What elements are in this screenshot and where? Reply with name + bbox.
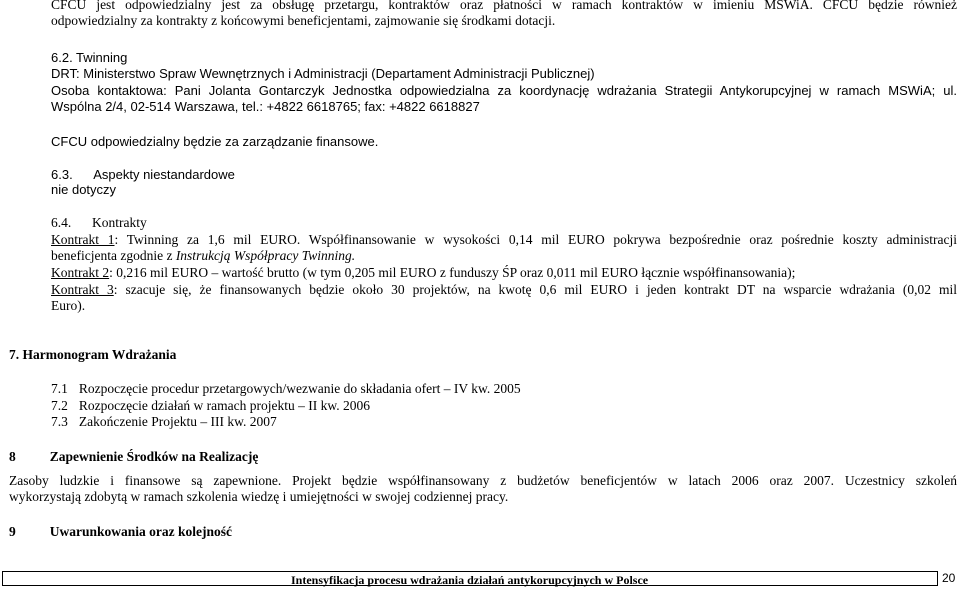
section-7-heading: 7. Harmonogram Wdrażania: [9, 347, 177, 362]
contract-3-line-2: Euro).: [51, 298, 86, 313]
section-8-title: Zapewnienie Środków na Realizację: [49, 449, 259, 464]
contract-1-text-a: : Twinning za 1,6 mil EURO.: [114, 232, 309, 247]
section-6-2-heading: 6.2. Twinning: [51, 50, 128, 65]
drt-line: DRT: Ministerstwo Spraw Wewnętrznych i Administracji (Departament Administracji Publicznej): [51, 66, 595, 81]
schedule-item-3: [51, 414, 277, 430]
contract-3-line-1: [51, 282, 957, 298]
contract-3-label: Kontrakt 3: [51, 282, 114, 297]
section-8-number: 8: [9, 449, 16, 464]
contract-1-text-c: beneficjenta zgodnie z: [51, 248, 176, 263]
contract-1-text-b: Współfinansowanie w wysokości 0,14 mil EURO pokrywa bezpośrednie oraz pośrednie koszty administracji: [308, 232, 957, 247]
contract-2-line: [51, 265, 795, 281]
section-6-3-number: 6.3.: [51, 167, 73, 182]
intro-line-2: odpowiedzialny za kontrakty z końcowymi beneficjentami, zajmowanie się środkami dotacji.: [51, 13, 556, 28]
section-6-3-heading: [51, 167, 235, 183]
section-6-4-number: 6.4.: [51, 215, 72, 230]
section-6-4-heading: [51, 215, 147, 231]
contract-1-line-1: [51, 232, 957, 248]
contract-1-italic: Instrukcją Współpracy Twinning.: [175, 248, 356, 263]
footer-title: Intensyfikacja procesu wdrażania działań antykorupcyjnych w Polsce: [291, 573, 649, 587]
schedule-item-1-number: 7.1: [51, 381, 68, 396]
funding-line-2: wykorzystają zdobytą w ramach szkolenia wiedzę i umiejętności w swojej codziennej pracy.: [9, 489, 509, 504]
section-9-heading: [9, 524, 232, 540]
section-8-heading: [9, 449, 258, 465]
contact-line-2: Wspólna 2/4, 02-514 Warszawa, tel.: +4822 6618765; fax: +4822 6618827: [51, 99, 480, 114]
cfcu-responsibility: CFCU odpowiedzialny będzie za zarządzanie finansowe.: [51, 134, 379, 149]
contract-2-label: Kontrakt 2: [51, 265, 110, 280]
page-number: 20: [942, 571, 956, 585]
schedule-item-2-text: Rozpoczęcie działań w ramach projektu – II kw. 2006: [78, 398, 371, 413]
schedule-item-2-number: 7.2: [51, 398, 68, 413]
section-6-3-title: Aspekty niestandardowe: [93, 167, 235, 182]
section-9-title: Uwarunkowania oraz kolejność: [49, 524, 233, 539]
contract-2-text: : 0,216 mil EURO – wartość brutto (w tym 0,205 mil EURO z funduszy ŚP oraz 0,011 mil EURO łącznie współfinansowania);: [109, 265, 796, 280]
funding-line-1: Zasoby ludzkie i finansowe są zapewnione. Projekt będzie współfinansowany z budżetów beneficjentów w latach 2006 oraz 2007. Uczestnicy szkoleń: [9, 473, 957, 488]
section-9-number: 9: [9, 524, 16, 539]
schedule-item-1: [51, 381, 521, 397]
contract-1-label: Kontrakt 1: [51, 232, 115, 247]
schedule-item-1-text: Rozpoczęcie procedur przetargowych/wezwanie do składania ofert – IV kw. 2005: [78, 381, 521, 396]
intro-line-1: CFCU jest odpowiedzialny jest za obsługę przetargu, kontraktów oraz płatności w ramach kontraktów w imieniu MSWiA. CFCU będzie również: [51, 0, 957, 12]
schedule-item-3-number: 7.3: [51, 414, 68, 429]
contract-3-text: : szacuje się, że finansowanych będzie około 30 projektów, na kwotę 0,6 mil EURO i jeden kontrakt DT na wsparcie wdrażania (0,02 mil: [113, 282, 957, 297]
schedule-item-2: [51, 398, 370, 414]
contact-line-1: Osoba kontaktowa: Pani Jolanta Gontarczyk Jednostka odpowiedzialna za koordynację wdrażania Strategii Antykorupcyjnej w ramach MSWiA; ul.: [51, 83, 957, 98]
section-6-3-text: nie dotyczy: [51, 182, 117, 197]
contract-1-line-2: [51, 248, 355, 264]
section-6-4-title: Kontrakty: [92, 215, 147, 230]
schedule-item-3-text: Zakończenie Projektu – III kw. 2007: [78, 414, 277, 429]
